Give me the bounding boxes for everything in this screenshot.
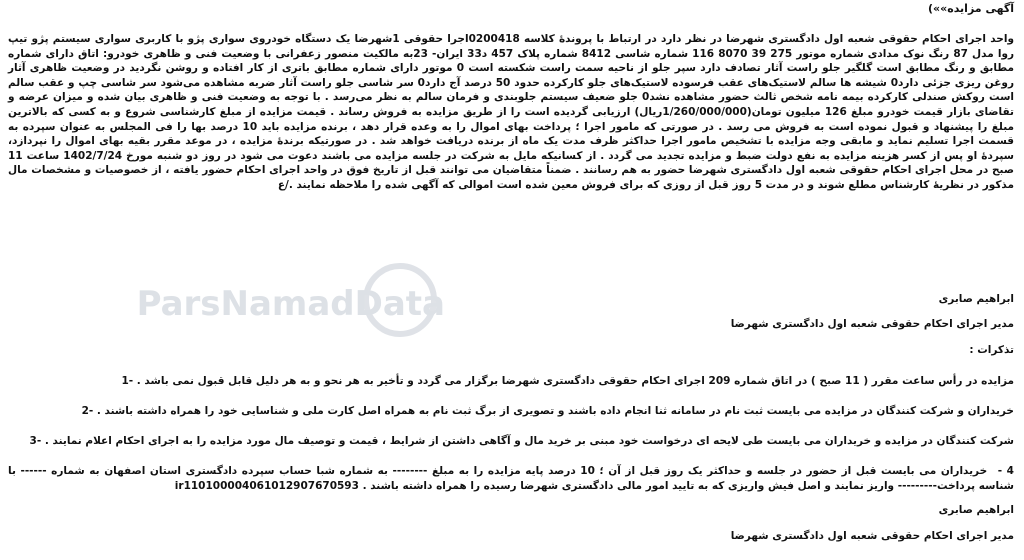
- note-text: مزایده در رأس ساعت مقرر ( 11 صبح ) در اتاق شماره 209 اجرای احکام حقوقی دادگستری شهرضا برگزار می گردد و تأخیر به هر نحو و به هر دلیل قابل قبول نمی باشد .: [136, 375, 1014, 387]
- note-item: [8, 374, 1014, 389]
- note-number: -3: [29, 435, 42, 447]
- note-number: -2: [81, 405, 94, 417]
- signatory-name-footer: ابراهیم صابری: [938, 504, 1014, 516]
- notes-heading: تذکرات :: [969, 344, 1014, 356]
- note-item: [8, 464, 1014, 493]
- note-text: شرکت کنندگان در مزایده و خریداران می بایست طی لایحه ای درخواست خود مبنی بر خرید مال و آگاهی داشتن از شرایط ، قیمت و توصیف مال مورد مزایده را به اجرای احکام اعلام نمایند .: [44, 435, 1014, 447]
- note-item: [8, 404, 1014, 419]
- auction-body-paragraph: واحد اجرای احکام حقوقی شعبه اول دادگستری شهرضا در نظر دارد در ارتباط با پروندۀ کلاسه 0200418اجرا حقوقی 1شهرضا یک دستگاه خودروی سواری پژو با کاربری سواری سیستم پژو تیپ روا مدل 87 رنگ نوک مدادی شماره موتور 275 39 8070 116 شماره شاسی 8412 شماره پلاک 457 د33 ایران- 23به مالکیت منصور زعفرانی با وضعیت فنی و ظاهری خودرو: اتاق دارای شماره مطابق و رنگ مطابق است گلگیر جلو راست آثار تصادف دارد سپر جلو از ناحیه سمت راست شکسته است 0 موتور دارای شماره مطابق باتری از کار افتاده و روشن نگردید در وضعیت ظاهری آثار روغن ریزی جزئی دارد0 شیشه ها سالم لاستیک‌های عقب فرسوده لاستیک‌های جلو کارکرده حدود 50 درصد آج دارد0 سر شاسی جلو راست آثار ضربه مشاهده می‌شود سر شاسی چپ و عقب سالم است روکش صندلی کارکرده بیمه نامه شخص ثالث حضور مشاهده نشد0 جلو ضعیف سیستم جلوبندی و فرمان سالم به نظر می‌رسد . با توجه به وضعیت فنی و ظاهری بیان شده و میزان عرضه و تقاضای بازار قیمت خودرو مبلغ 126 میلیون تومان(1/260/000/000ریال) ارزیابی گردیده است را از طریق مزایده به فروش رساند . قیمت مزایده از مبلغ کارشناسی شروع و به کسی که بالاترین مبلغ را پیشنهاد و قبول نموده است به فروش می رسد . در صورتی که مامور اجرا ؛ پرداخت بهای اموال را به وعده قرار دهد ، برنده مزایده باید 10 درصد بها را فی المجلس به عنوان سپرده به قسمت اجرا تسلیم نماید و مابقی وجه مزایده با تشخیص مامور اجرا حداکثر ظرف مدت یک ماه از برنده دریافت خواهد شد . در صورتیکه برندۀ مزایده ، در موعد مقرر بقیه بهای اموال را نپردازد، سپردۀ او پس از کسر هزینه مزایده به نفع دولت ضبط و مزایده تجدید می گردد . از کسانیکه مایل به شرکت در جلسه مزایده می باشند دعوت می شود در روز دو شنبه مورخ 1402/7/24 ساعت 11 صبح در محل اجرای احکام حقوقی شعبه اول دادگستری شهرضا حضور به هم رسانند . ضمناً متقاضیان می توانند قبل از تاریخ فوق در واحد اجرای احکام حضور یافته ، از خصوصیات و مشخصات مال مذکور در نظریۀ کارشناس مطلع شوند و در مدت 5 روز قبل از روزی که برای فروش معین شده است اموالی که آگهی شده را ملاحظه نمایند ./ع: [8, 33, 1015, 191]
- sheba-number: ir110100004061012907670593: [174, 479, 359, 492]
- document-title: آگهی مزایده»»): [927, 2, 1014, 15]
- note-number: 4 -: [997, 465, 1014, 477]
- signatory-name: ابراهیم صابری: [938, 293, 1014, 305]
- note-text: خریداران و شرکت کنندگان در مزایده می بایست ثبت نام در سامانه ثنا انجام داده باشند و تصویری از برگ ثبت نام به همراه اصل کارت ملی و شناسایی خود را همراه داشته باشند .: [96, 405, 1014, 417]
- note-item: [8, 434, 1014, 449]
- watermark-text: ParsNamadData: [136, 284, 445, 324]
- note-text: خریداران می بایست قبل از حضور در جلسه و حداکثر یک روز قبل از آن ؛ 10 درصد پایه مزایده را به مبلغ -------- به شماره شبا حساب سپرده دادگستری استان اصفهان به شماره ------ با شناسه پرداخت--------- واریز نمایند و اصل فیش واریزی که به تایید امور مالی دادگستری شهرضا رسیده را همراه داشته باشند .: [8, 465, 1014, 492]
- note-number: -1: [121, 375, 134, 387]
- signatory-role-footer: مدیر اجرای احکام حقوقی شعبه اول دادگستری شهرضا: [730, 530, 1014, 542]
- signatory-role: مدیر اجرای احکام حقوقی شعبه اول دادگستری شهرضا: [730, 318, 1014, 330]
